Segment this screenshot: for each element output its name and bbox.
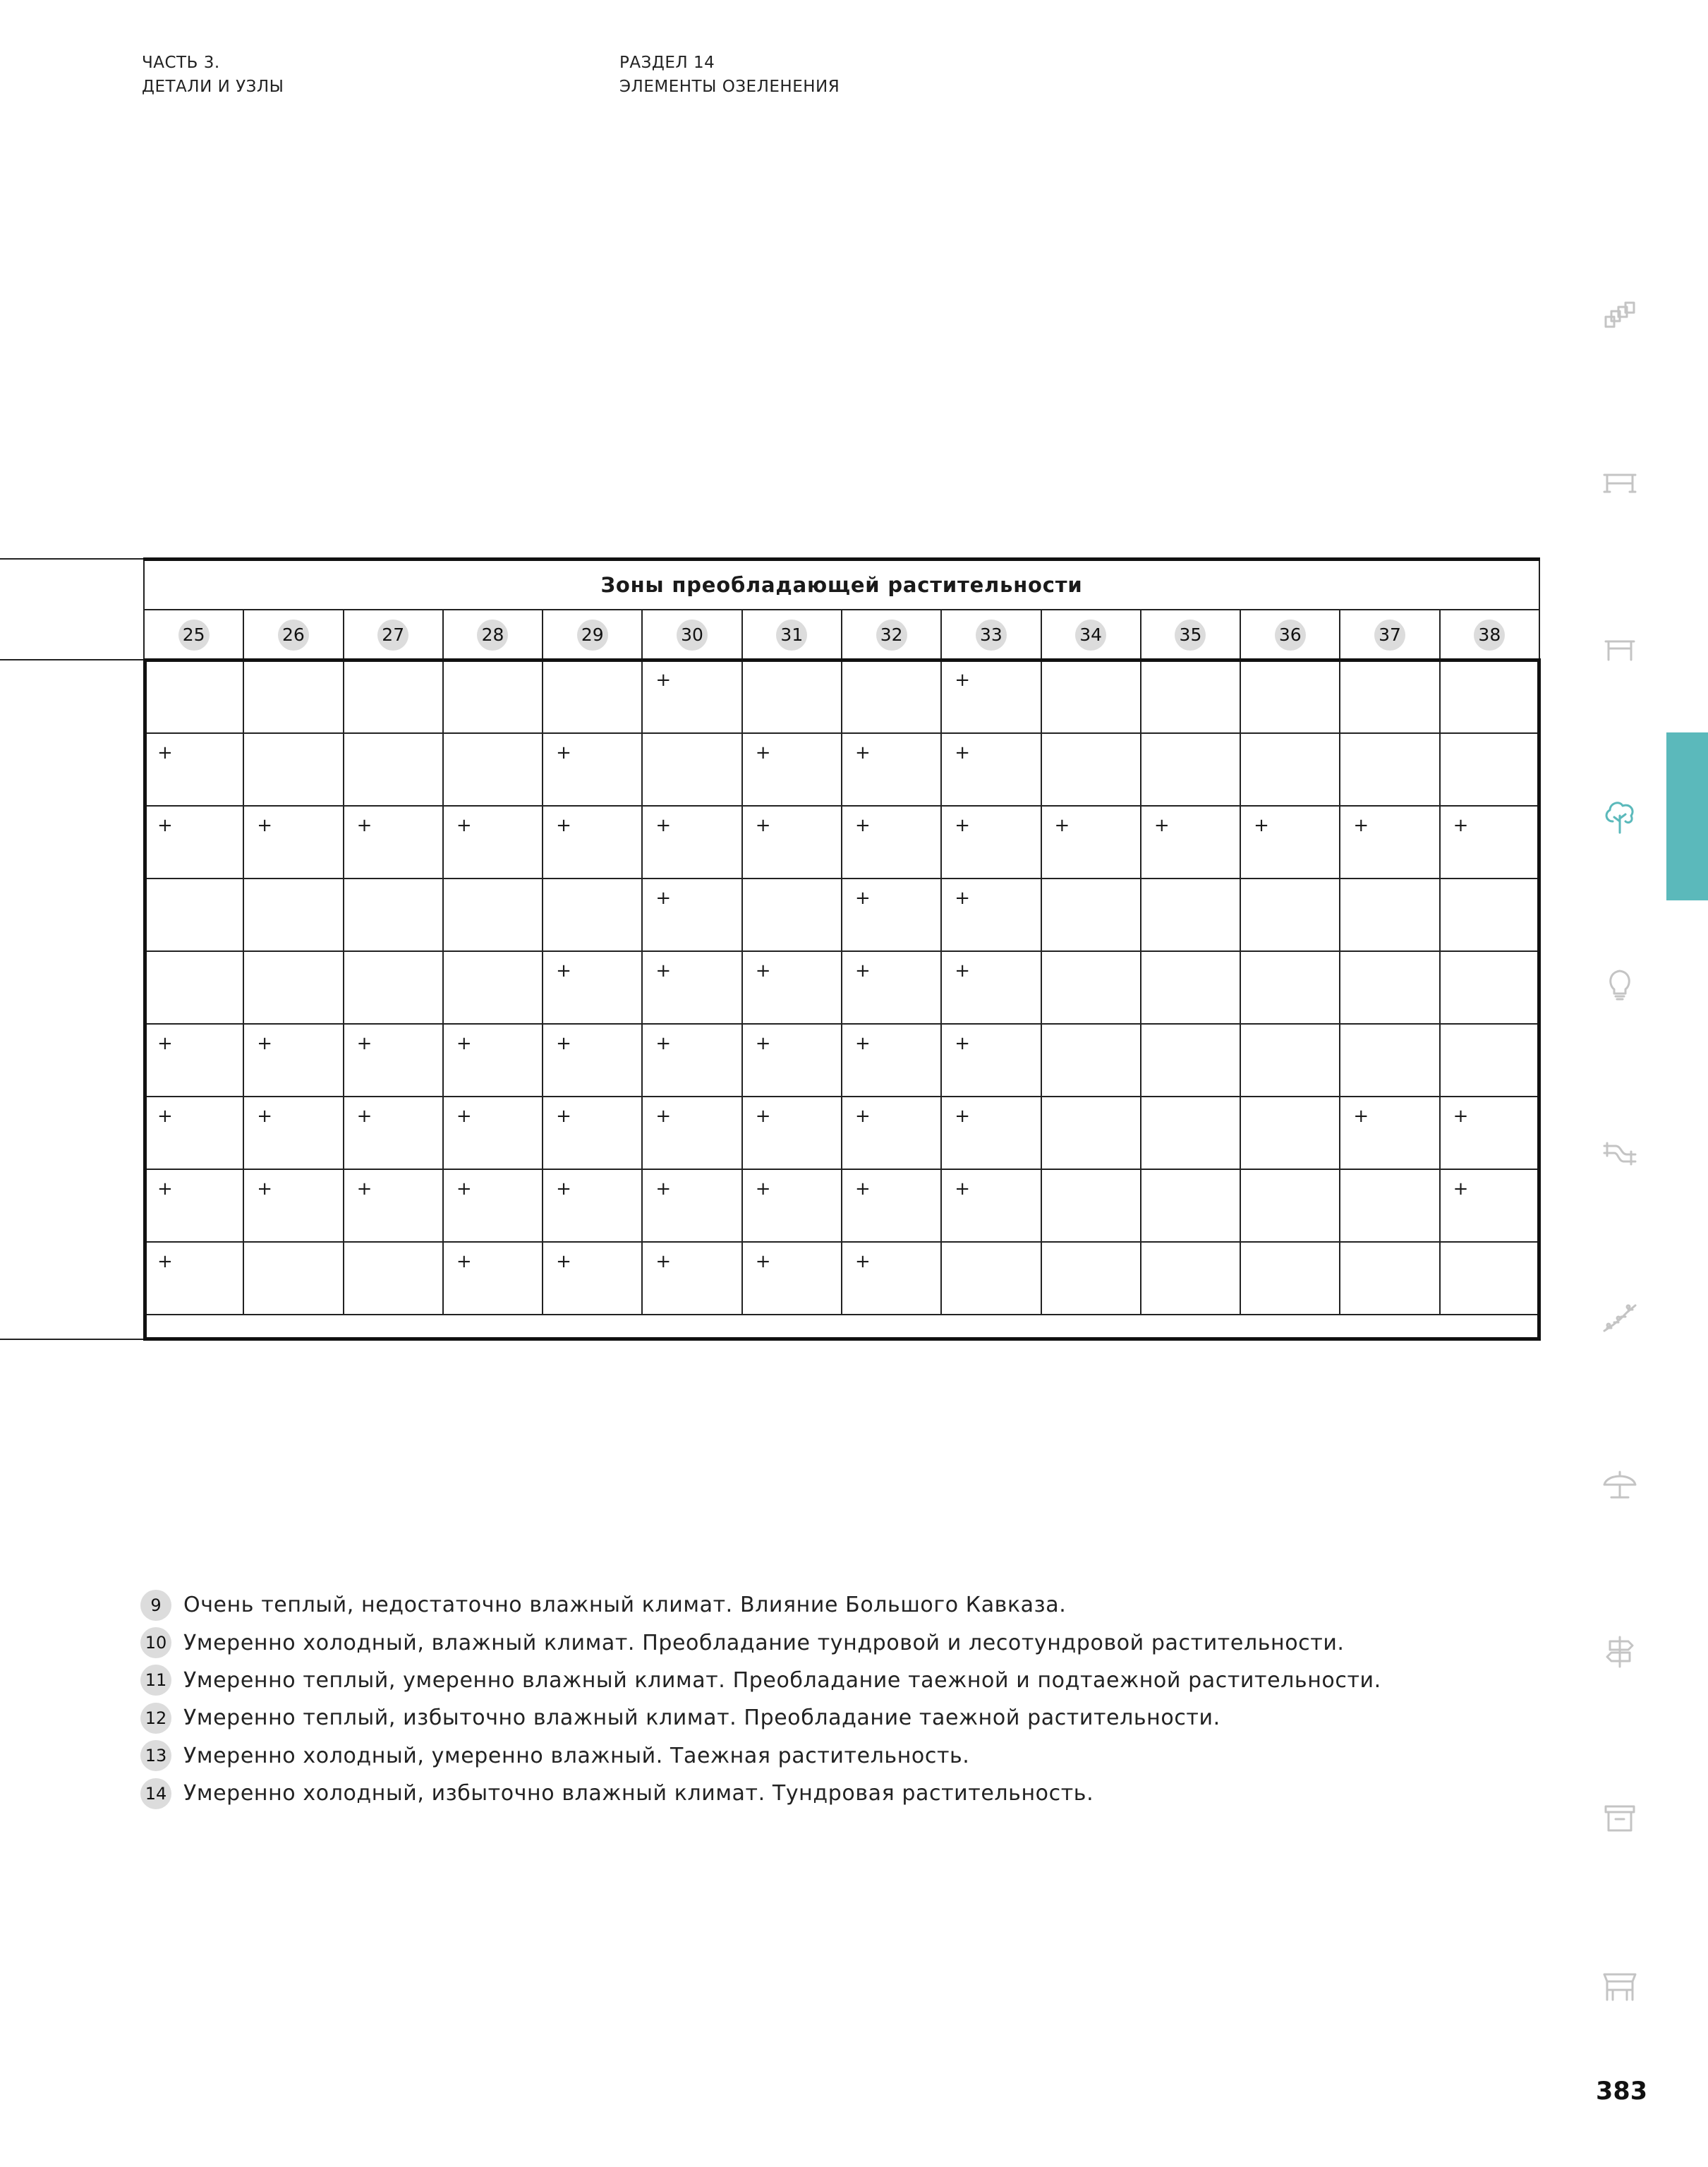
table-cell: [1240, 1242, 1340, 1315]
table-cell: +: [243, 1169, 343, 1242]
legend-item: [140, 1699, 1381, 1737]
zone-header-31: [742, 610, 842, 660]
header-part: [142, 51, 284, 99]
table-cell: [1440, 879, 1539, 951]
header-section: [619, 51, 840, 99]
table-cell: [1041, 879, 1141, 951]
table-cell: +: [443, 806, 543, 879]
table-cell: +: [144, 1169, 243, 1242]
zone-header-37: [1340, 610, 1439, 660]
table-cell: +: [344, 1024, 443, 1097]
table-cell: +: [642, 660, 741, 733]
table-cell: [1141, 879, 1240, 951]
legend-text: Очень теплый, недостаточно влажный климат. Влияние Большого Кавказа.: [183, 1593, 1067, 1618]
table-body: [144, 660, 1539, 1315]
zone-number-badge: 27: [377, 620, 408, 651]
table-cell: [1041, 660, 1141, 733]
legend-text: Умеренно теплый, умеренно влажный климат. Преобладание таежной и подтаежной растительности.: [183, 1667, 1381, 1693]
table-cell: [742, 660, 842, 733]
table-cell: +: [144, 1242, 243, 1315]
zone-number-badge: 38: [1474, 620, 1505, 651]
table-row: [144, 1024, 1539, 1097]
table-row: [144, 1097, 1539, 1169]
table-cell: [243, 1242, 343, 1315]
table-cell: [543, 879, 642, 951]
table-cell: [842, 660, 941, 733]
table-cell: +: [941, 806, 1041, 879]
table-cell: +: [443, 1097, 543, 1169]
table-cell: [1440, 951, 1539, 1024]
table-cell: +: [1440, 806, 1539, 879]
table-cell: [1141, 1242, 1240, 1315]
table-cell: [443, 879, 543, 951]
table-cell: +: [642, 1097, 741, 1169]
table-cell: +: [243, 1097, 343, 1169]
pipe-icon[interactable]: [1600, 1130, 1640, 1170]
table-cell: +: [443, 1024, 543, 1097]
umbrella-icon[interactable]: [1600, 1465, 1640, 1504]
table-continuation-line: [0, 1339, 145, 1340]
legend-item: [140, 1737, 1381, 1775]
table-cell: +: [543, 733, 642, 806]
table-cell: +: [543, 951, 642, 1024]
zone-header-27: [344, 610, 443, 660]
table-cell: [543, 660, 642, 733]
zone-number-badge: 36: [1275, 620, 1306, 651]
table-cell: +: [144, 806, 243, 879]
blocks-icon[interactable]: [1600, 298, 1640, 338]
table-cell: [144, 660, 243, 733]
table-cell: +: [1440, 1097, 1539, 1169]
table-cell: +: [243, 806, 343, 879]
table-cell: +: [543, 1024, 642, 1097]
table-row: [144, 1242, 1539, 1315]
table-cell: +: [1440, 1169, 1539, 1242]
zone-header-29: [543, 610, 642, 660]
legend-item: [140, 1586, 1381, 1624]
container-icon[interactable]: [1600, 1798, 1640, 1837]
kiosk-icon[interactable]: [1600, 1966, 1640, 2005]
zone-number-badge: 29: [577, 620, 608, 651]
zone-header-33: [941, 610, 1041, 660]
table-cell: +: [941, 1097, 1041, 1169]
zone-number-badge: 28: [477, 620, 508, 651]
table-cell: +: [344, 1169, 443, 1242]
table-cell: +: [842, 806, 941, 879]
legend-item: [140, 1775, 1381, 1812]
zone-number-row: [144, 610, 1539, 660]
table-cell: +: [1340, 806, 1439, 879]
zone-header-32: [842, 610, 941, 660]
table-cell: +: [144, 1024, 243, 1097]
table-cell: [344, 660, 443, 733]
table-cell: +: [742, 1169, 842, 1242]
zone-number-badge: 31: [776, 620, 807, 651]
table-row: [144, 879, 1539, 951]
zone-number-badge: 26: [278, 620, 309, 651]
table-cell: [344, 951, 443, 1024]
table-cell: +: [842, 1169, 941, 1242]
table-cell: [1041, 1169, 1141, 1242]
table-cell: +: [443, 1242, 543, 1315]
table-row: [144, 806, 1539, 879]
table-row: [144, 733, 1539, 806]
zone-number-badge: 34: [1075, 620, 1106, 651]
table-cell: [1041, 1242, 1141, 1315]
table-cell: [1240, 1024, 1340, 1097]
table-cell: [144, 879, 243, 951]
table-cell: [1141, 733, 1240, 806]
table-cell: +: [941, 1024, 1041, 1097]
table-cell: [742, 879, 842, 951]
table-cell: [1340, 879, 1439, 951]
table-cell: +: [144, 733, 243, 806]
table-cell: [344, 1242, 443, 1315]
zone-number-badge: 33: [976, 620, 1007, 651]
table-cell: [344, 879, 443, 951]
lightbulb-icon[interactable]: [1600, 964, 1640, 1003]
table-title: Зоны преобладающей растительности: [144, 560, 1539, 610]
table-cell: [1041, 1097, 1141, 1169]
table-cell: +: [1041, 806, 1141, 879]
table-cell: +: [344, 806, 443, 879]
table-cell: +: [642, 1242, 741, 1315]
table-cell: [1340, 660, 1439, 733]
legend-number-badge: 12: [140, 1703, 171, 1734]
table-cell: +: [742, 1097, 842, 1169]
table-row: [144, 660, 1539, 733]
zone-header-34: [1041, 610, 1141, 660]
table-cell: +: [144, 1097, 243, 1169]
table-cell: +: [842, 1097, 941, 1169]
page-number: 383: [1596, 2077, 1648, 2106]
table-continuation-line: [0, 558, 145, 560]
header-section-label: РАЗДЕЛ 14: [619, 54, 715, 72]
table-cell: +: [642, 806, 741, 879]
legend-number-badge: 10: [140, 1627, 171, 1658]
table-cell: [941, 1242, 1041, 1315]
zone-header-38: [1440, 610, 1539, 660]
table-cell: [1240, 1097, 1340, 1169]
table-cell: +: [443, 1169, 543, 1242]
zone-header-26: [243, 610, 343, 660]
legend-item: [140, 1662, 1381, 1699]
table-cell: [1340, 1242, 1439, 1315]
table-row: [144, 951, 1539, 1024]
zone-header-36: [1240, 610, 1340, 660]
table-cell: +: [1340, 1097, 1439, 1169]
table-continuation-line: [0, 659, 145, 660]
table-cell: [1340, 1169, 1439, 1242]
table-cell: [1141, 1097, 1240, 1169]
zone-number-badge: 30: [677, 620, 708, 651]
table-cell: [243, 733, 343, 806]
table-cell: +: [543, 806, 642, 879]
table-cell: +: [1240, 806, 1340, 879]
zone-number-badge: 35: [1175, 620, 1206, 651]
table-cell: [243, 660, 343, 733]
table-cell: [1440, 660, 1539, 733]
table-cell: +: [1141, 806, 1240, 879]
table-cell: [344, 733, 443, 806]
legend-number-badge: 9: [140, 1590, 171, 1621]
table-cell: +: [642, 879, 741, 951]
table-cell: +: [842, 951, 941, 1024]
vegetation-zones-table: [143, 557, 1540, 1315]
zone-header-30: [642, 610, 741, 660]
table-cell: [1041, 733, 1141, 806]
legend-item: [140, 1624, 1381, 1661]
table-cell: [1240, 660, 1340, 733]
table-row: [144, 1169, 1539, 1242]
table-cell: [1240, 879, 1340, 951]
table-cell: +: [842, 1242, 941, 1315]
table-cell: [1440, 733, 1539, 806]
table-cell: +: [941, 733, 1041, 806]
table-cell: +: [842, 1024, 941, 1097]
tree-icon[interactable]: [1600, 797, 1640, 837]
legend-text: Умеренно холодный, умеренно влажный. Таежная растительность.: [183, 1743, 970, 1768]
header-part-label: ЧАСТЬ 3.: [142, 54, 220, 72]
climate-legend: [140, 1586, 1381, 1812]
table-cell: [1141, 1169, 1240, 1242]
legend-text: Умеренно теплый, избыточно влажный климат. Преобладание таежной растительности.: [183, 1706, 1221, 1731]
table-cell: [642, 733, 741, 806]
table-cell: +: [642, 1024, 741, 1097]
zone-number-badge: 25: [178, 620, 210, 651]
legend-number-badge: 14: [140, 1778, 171, 1809]
zone-number-badge: 32: [876, 620, 907, 651]
legend-number-badge: 13: [140, 1740, 171, 1771]
header-section-title: ЭЛЕМЕНТЫ ОЗЕЛЕНЕНИЯ: [619, 78, 840, 96]
legend-text: Умеренно холодный, влажный климат. Преобладание тундровой и лесотундровой растительности.: [183, 1630, 1345, 1655]
table-cell: [1440, 1024, 1539, 1097]
table-cell: [443, 660, 543, 733]
table-cell: +: [742, 1242, 842, 1315]
table-cell: [1340, 1024, 1439, 1097]
signpost-icon[interactable]: [1600, 1631, 1640, 1671]
table-cell: +: [742, 806, 842, 879]
table-cell: +: [642, 951, 741, 1024]
header-part-title: ДЕТАЛИ И УЗЛЫ: [142, 78, 284, 96]
zone-header-28: [443, 610, 543, 660]
zone-header-25: [144, 610, 243, 660]
table-cell: +: [941, 1169, 1041, 1242]
table-cell: +: [842, 879, 941, 951]
table-cell: [1041, 951, 1141, 1024]
table-cell: +: [543, 1097, 642, 1169]
table-cell: [243, 951, 343, 1024]
zone-number-badge: 37: [1374, 620, 1405, 651]
table-cell: [443, 951, 543, 1024]
legend-number-badge: 11: [140, 1665, 171, 1696]
table-cell: [443, 733, 543, 806]
zone-header-35: [1141, 610, 1240, 660]
table-cell: [1240, 733, 1340, 806]
table-cell: [1141, 951, 1240, 1024]
table-cell: [1141, 1024, 1240, 1097]
table-cell: [1440, 1242, 1539, 1315]
table-cell: +: [543, 1242, 642, 1315]
table-cell: [1340, 951, 1439, 1024]
table-cell: [243, 879, 343, 951]
bench-icon[interactable]: [1600, 464, 1640, 503]
table-cell: [1141, 660, 1240, 733]
table-cell: +: [941, 660, 1041, 733]
table-cell: +: [642, 1169, 741, 1242]
table-cell: +: [243, 1024, 343, 1097]
table-cell: +: [742, 733, 842, 806]
table-cell: [1240, 1169, 1340, 1242]
active-section-tab[interactable]: [1666, 732, 1708, 900]
table-cell: [1041, 1024, 1141, 1097]
table-cell: [144, 951, 243, 1024]
table-cell: +: [742, 1024, 842, 1097]
table-cell: +: [941, 951, 1041, 1024]
stairs-icon[interactable]: [1600, 1297, 1640, 1336]
table-cell: [1340, 733, 1439, 806]
table-cell: +: [941, 879, 1041, 951]
table-icon[interactable]: [1600, 630, 1640, 670]
table-cell: +: [742, 951, 842, 1024]
legend-text: Умеренно холодный, избыточно влажный климат. Тундровая растительность.: [183, 1781, 1094, 1806]
table-cell: +: [344, 1097, 443, 1169]
table-cell: +: [842, 733, 941, 806]
table-cell: [1240, 951, 1340, 1024]
table-cell: +: [543, 1169, 642, 1242]
